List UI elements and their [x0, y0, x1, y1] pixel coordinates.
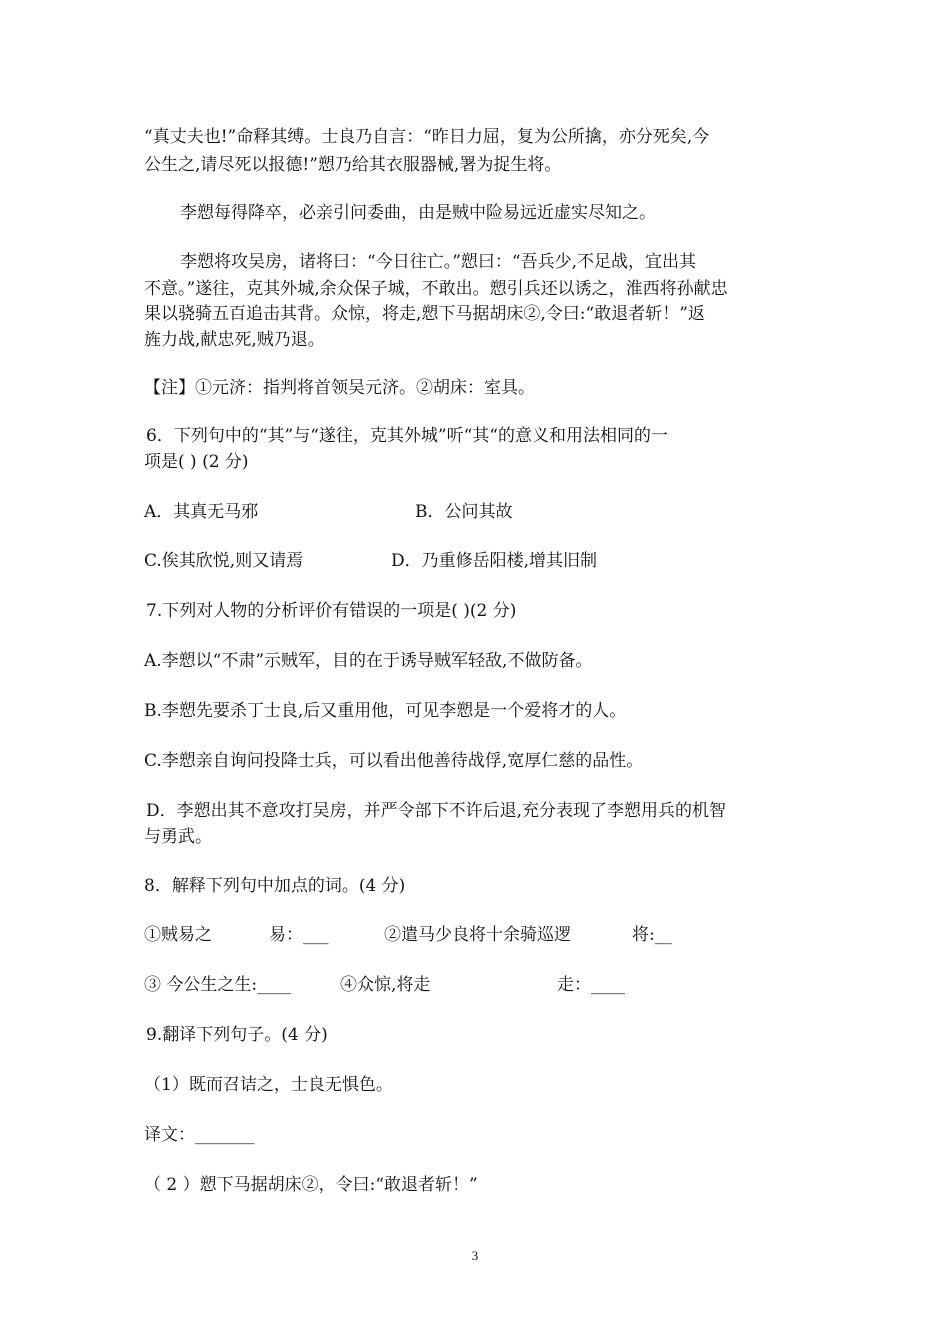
question-8-item-1-blank: 易：___	[269, 925, 329, 945]
question-7-option-d: D．李愬出其不意攻打吴房，并严令部下不许后退,充分表现了李愬用兵的机智	[146, 801, 727, 821]
question-6-stem: 6．下列句中的“其”与“遂往，克其外城”听“其“的意义和用法相同的一	[146, 426, 668, 446]
passage-line: 果以骁骑五百追击其背。众惊，将走,愬下马据胡床②,令曰:“敢退者斩！”返	[144, 304, 705, 324]
question-7-stem: 7.下列对人物的分析评价有错误的一项是( )(2 分)	[146, 601, 517, 621]
question-7-option-a: A.李愬以“不肃”示贼军，目的在于诱导贼军轻敌,不做防备。	[144, 651, 593, 671]
question-8-item-3: ③ 今公生之生:____	[144, 975, 292, 995]
passage-line: 公生之,请尽死以报德!”愬乃给其衣服器械,署为捉生将。	[144, 155, 562, 175]
question-6-stem: 项是( ) (2 分)	[144, 452, 249, 472]
passage-note: 【注】①元济：指判将首领吴元济。②胡床：室具。	[144, 378, 535, 398]
question-8-stem: 8．解释下列句中加点的词。(4 分)	[144, 876, 406, 896]
question-7-option-c: C.李愬亲自询问投降士兵，可以看出他善待战俘,宽厚仁慈的品性。	[144, 751, 644, 771]
question-7-option-b: B.李愬先要杀丁士良,后又重用他，可见李愬是一个爱将才的人。	[144, 701, 627, 721]
question-6-option-a: A．其真无马邪	[144, 502, 259, 522]
question-6-option-c: C.俟其欣悦,则又请焉	[144, 551, 304, 571]
question-9-sentence-2: （ 2 ）愬下马据胡床②，令曰:“敢退者斩！”	[144, 1175, 478, 1195]
question-6-option-d: D．乃重修岳阳楼,增其旧制	[391, 551, 598, 571]
question-8-item-4: ④众惊,将走	[340, 975, 431, 995]
question-9-sentence-1: （1）既而召诘之，士良无惧色。	[144, 1075, 393, 1095]
passage-line: 李愬将攻吴房，诸将曰：“今日往亡。”愬曰：“吾兵少,不足战，宜出其	[180, 252, 696, 272]
passage-line: 不意。”遂往，克其外城,余众保子城，不敢出。愬引兵还以诱之，淮西将孙献忠	[144, 279, 728, 299]
question-7-option-d: 与勇武。	[144, 827, 212, 847]
question-8-item-2: ②遣马少良将十余骑巡逻	[384, 925, 571, 945]
passage-paragraph: 李愬每得降卒，必亲引问委曲，由是贼中险易远近虚实尽知之。	[180, 203, 656, 223]
passage-line: “真丈夫也!”命释其缚。士良乃自言：“昨日力屈，复为公所擒，亦分死矣,今	[144, 127, 710, 147]
question-8-item-1: ①贼易之	[144, 925, 212, 945]
question-9-answer-blank: 译文：_______	[144, 1125, 255, 1145]
page-number: 3	[471, 1248, 479, 1263]
question-9-stem: 9.翻译下列句子。(4 分)	[146, 1025, 328, 1045]
question-6-option-b: B．公问其故	[415, 502, 513, 522]
question-8-item-2-blank: 将:__	[632, 925, 672, 945]
question-8-item-4-blank: 走：____	[557, 975, 625, 995]
passage-line: 旌力战,献忠死,贼乃退。	[144, 330, 325, 350]
